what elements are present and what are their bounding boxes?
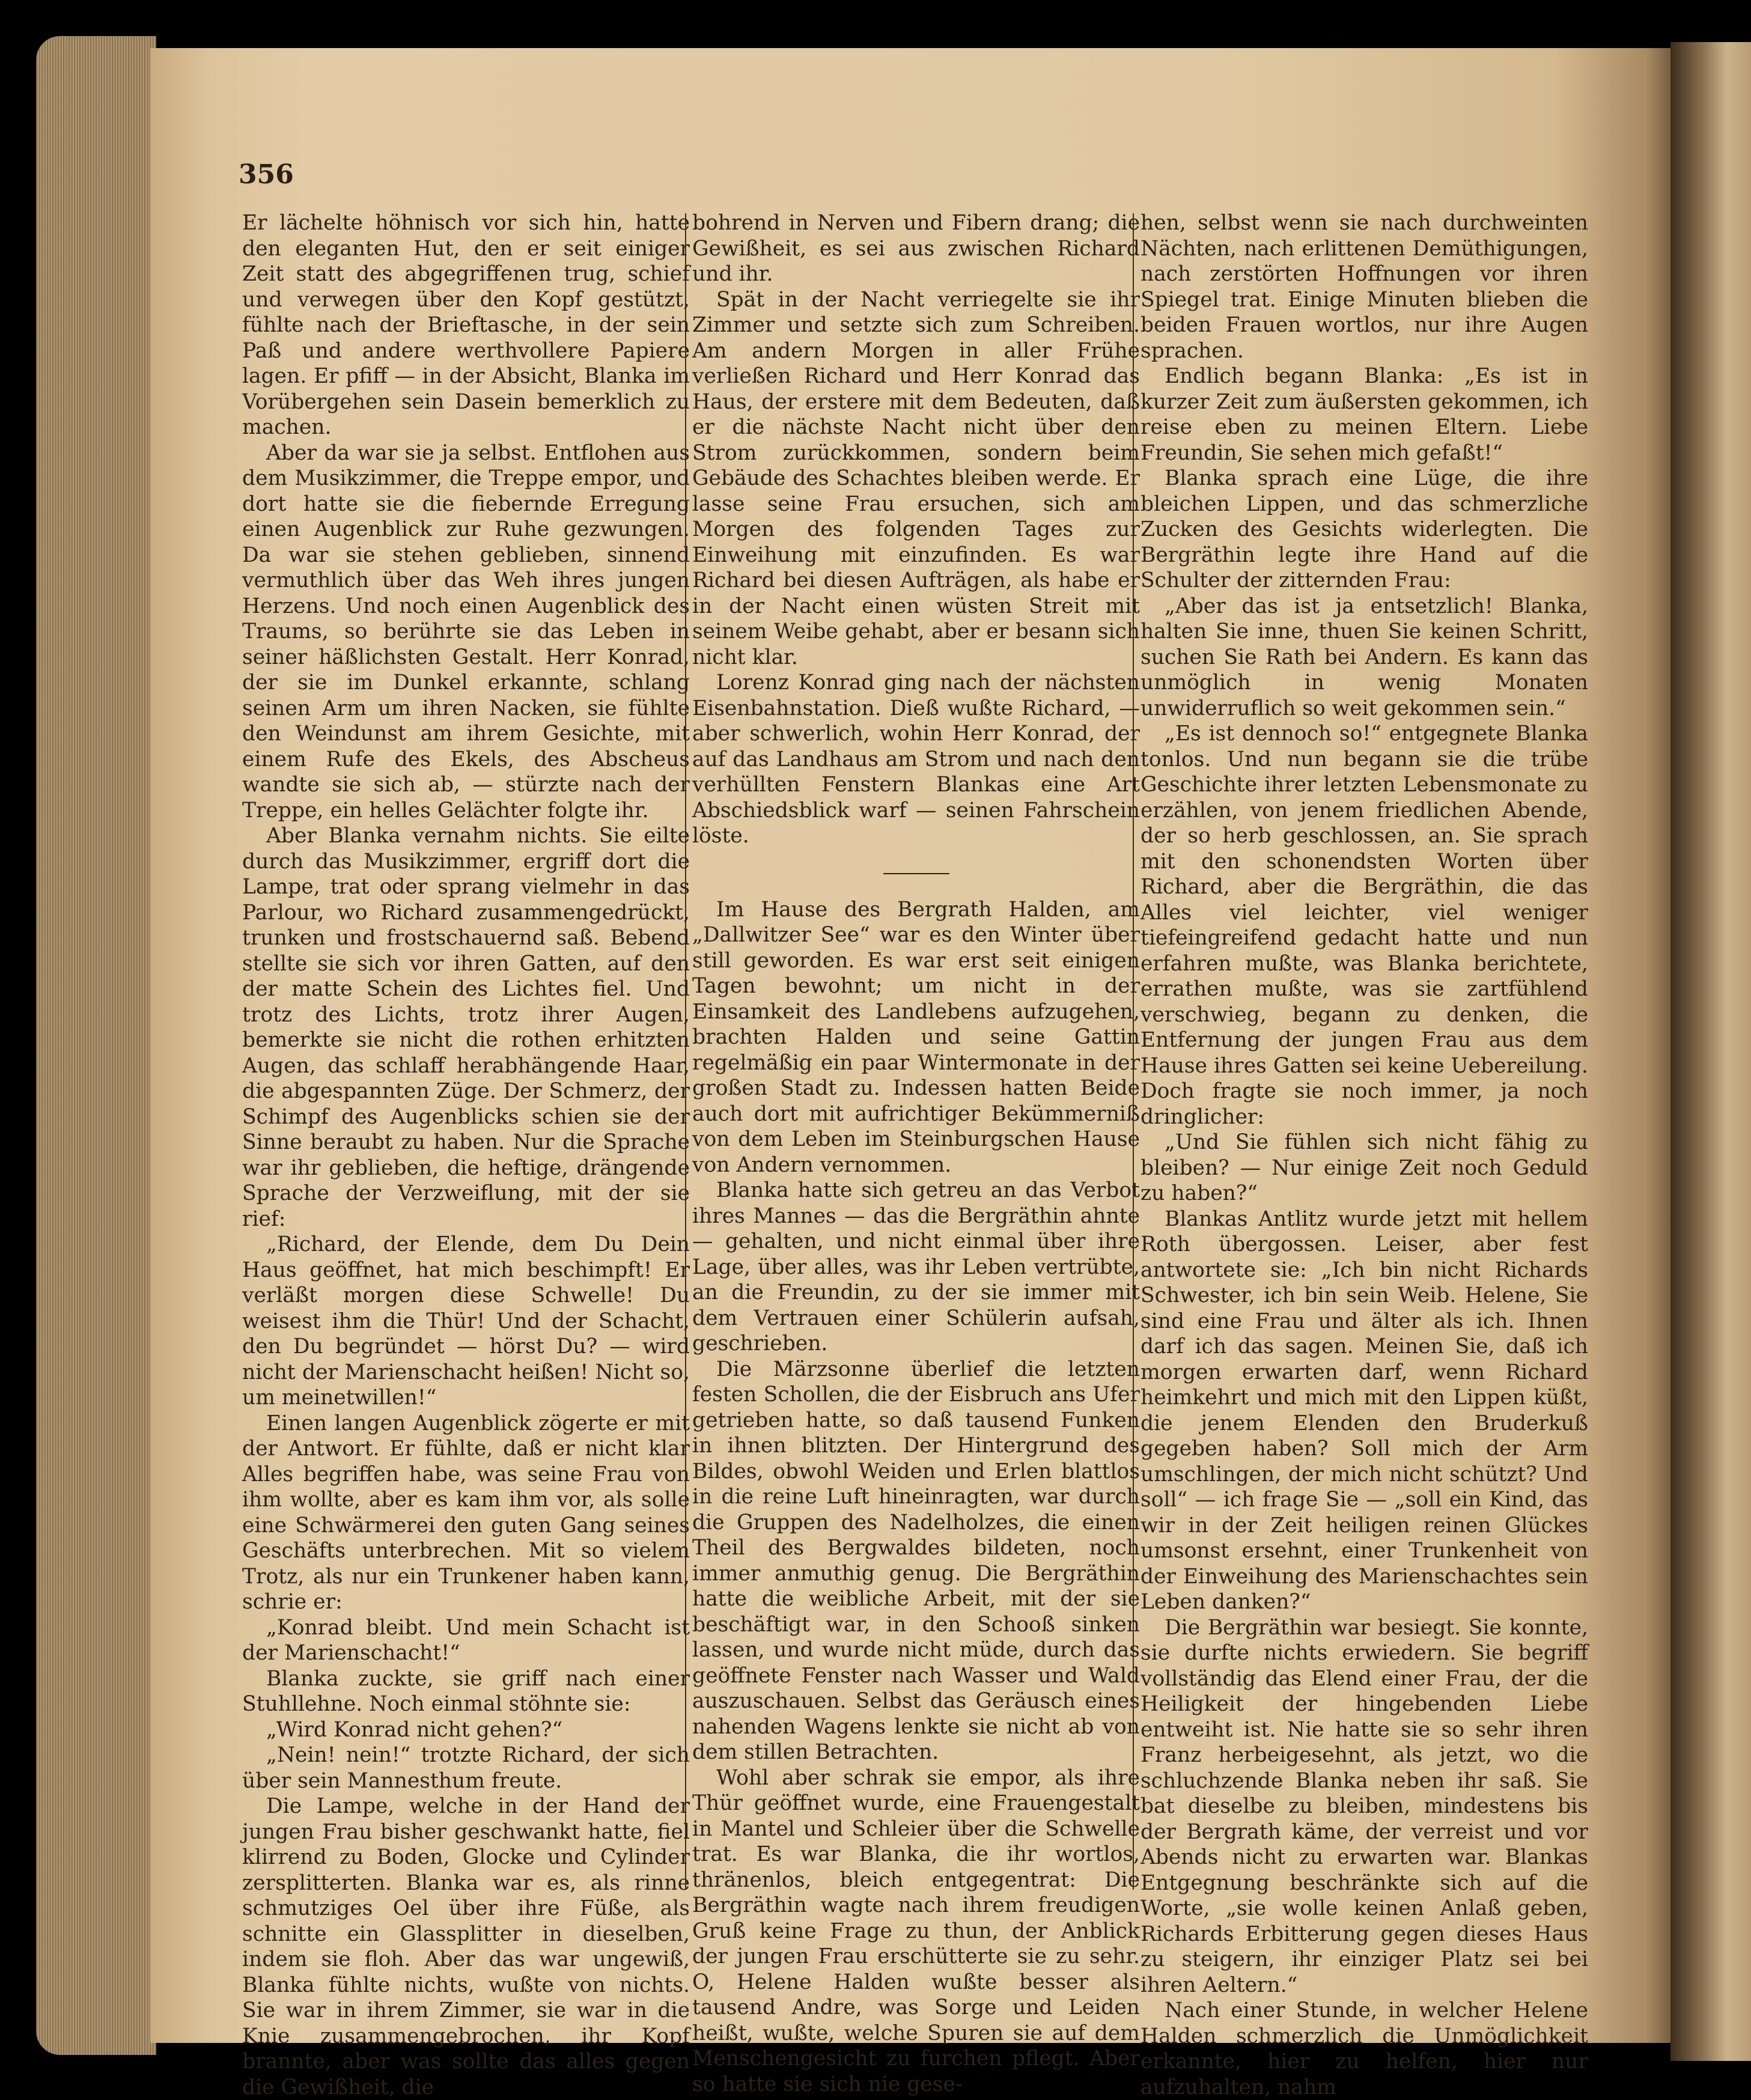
paragraph: bohrend in Nerven und Fibern drang; die Gewißheit, es sei aus zwischen Richard und ihr.	[692, 211, 1140, 286]
paragraph: Die Lampe, welche in der Hand der jungen Frau bisher geschwankt hatte, fiel klirrend zu Boden, Glocke und Cylinder zersplitterten. Blanka war es, als rinne schmutziges Oel über ihre Füße, als schnitte ein Glassplitter in dieselben, indem sie floh. Aber das war ungewiß, Blanka fühlte nichts, wußte von nichts. Sie war in ihrem Zimmer, sie war in die Knie zusammengebrochen, ihr Kopf brannte, aber was sollte das alles gegen die Gewißheit, die	[242, 1794, 690, 2099]
text-column-2	[692, 210, 1140, 2097]
paragraph: Er lächelte höhnisch vor sich hin, hatte den eleganten Hut, den er seit einiger Zeit statt des abgegriffenen trug, schief und verwegen über den Kopf gestützt, fühlte nach der Brieftasche, in der sein Paß und andere werthvollere Papiere lagen. Er pfiff — in der Absicht, Blanka im Vorübergehen sein Dasein bemerklich zu machen.	[242, 211, 690, 439]
paragraph: Nach einer Stunde, in welcher Helene Halden schmerzlich die Unmöglichkeit erkannte, hier zu helfen, hier nur aufzuhalten, nahm	[1140, 1998, 1588, 2099]
paragraph: Lorenz Konrad ging nach der nächsten Eisenbahnstation. Dieß wußte Richard, — aber schwerlich, wohin Herr Konrad, der auf das Landhaus am Strom und nach den verhüllten Fenstern Blankas eine Art Abschiedsblick warf — seinen Fahrschein löste.	[692, 671, 1140, 848]
paragraph: „Richard, der Elende, dem Du Dein Haus geöffnet, hat mich beschimpft! Er verläßt morgen diese Schwelle! Du weisest ihm die Thür! Und der Schacht, den Du begründet — hörst Du? — wird nicht der Marienschacht heißen! Nicht so, um meinetwillen!“	[242, 1232, 690, 1410]
text-column-3	[1140, 210, 1588, 2100]
paragraph: „Es ist dennoch so!“ entgegnete Blanka tonlos. Und nun begann sie die trübe Geschichte ihrer letzten Lebensmonate zu erzählen, von jenem friedlichen Abende, der so herb geschlossen, an. Sie sprach mit den schonendsten Worten über Richard, aber die Bergräthin, die das Alles viel leichter, viel weniger tiefeingreifend gedacht hatte und nun erfahren mußte, was Blanka berichtete, errathen mußte, was sie zartfühlend verschwieg, begann zu denken, die Entfernung der jungen Frau aus dem Hause ihres Gatten sei keine Uebereilung. Doch fragte sie noch immer, ja noch dringlicher:	[1140, 722, 1588, 1129]
paragraph: Wohl aber schrak sie empor, als ihre Thür geöffnet wurde, eine Frauengestalt in Mantel und Schleier über die Schwelle trat. Es war Blanka, die ihr wortlos, thränenlos, bleich entgegentrat: Die Bergräthin wagte nach ihrem freudigen Gruß keine Frage zu thun, der Anblick der jungen Frau erschütterte sie zu sehr. O, Helene Halden wußte besser als tausend Andre, was Sorge und Leiden heißt, wußte, welche Spuren sie auf dem Menschengesicht zu furchen pflegt. Aber so hatte sie sich nie gese-	[692, 1765, 1140, 2096]
paragraph: Blanka sprach eine Lüge, die ihre bleichen Lippen, und das schmerzliche Zucken des Gesichts widerlegten. Die Bergräthin legte ihre Hand auf die Schulter der zitternden Frau:	[1140, 466, 1588, 592]
paragraph: Spät in der Nacht verriegelte sie ihr Zimmer und setzte sich zum Schreiben. Am andern Morgen in aller Frühe verließen Richard und Herr Konrad das Haus, der erstere mit dem Bedeuten, daß er die nächste Nacht nicht über den Strom zurückkommen, sondern beim Gebäude des Schachtes bleiben werde. Er lasse seine Frau ersuchen, sich am Morgen des folgenden Tages zur Einweihung mit einzufinden. Es war Richard bei diesen Aufträgen, als habe er in der Nacht einen wüsten Streit mit seinem Weibe gehabt, aber er besann sich nicht klar.	[692, 287, 1140, 669]
paragraph: Im Hause des Bergrath Halden, am „Dallwitzer See“ war es den Winter über still geworden. Es war erst seit einigen Tagen bewohnt; um nicht in der Einsamkeit des Landlebens aufzugehen, brachten Halden und seine Gattin regelmäßig ein paar Wintermonate in der großen Stadt zu. Indessen hatten Beide auch dort mit aufrichtiger Bekümmerniß von dem Leben im Steinburgschen Hause von Andern vernommen.	[692, 897, 1140, 1177]
paragraph: „Aber das ist ja entsetzlich! Blanka, halten Sie inne, thuen Sie keinen Schritt, suchen Sie Rath bei Andern. Es kann das unmöglich in wenig Monaten unwiderruflich so weit gekommen sein.“	[1140, 594, 1588, 720]
paragraph: Aber Blanka vernahm nichts. Sie eilte durch das Musikzimmer, ergriff dort die Lampe, trat oder sprang vielmehr in das Parlour, wo Richard zusammengedrückt, trunken und frostschauernd saß. Bebend stellte sie sich vor ihren Gatten, auf den der matte Schein des Lichtes fiel. Und trotz des Lichts, trotz ihrer Augen, bemerkte sie nicht die rothen erhitzten Augen, das schlaff herabhängende Haar, die abgespannten Züge. Der Schmerz, der Schimpf des Augenblicks schien sie der Sinne beraubt zu haben. Nur die Sprache war ihr geblieben, die heftige, drängende Sprache der Verzweiflung, mit der sie rief:	[242, 824, 690, 1231]
page-number: 356	[239, 159, 294, 190]
paragraph: „Wird Konrad nicht gehen?“	[266, 1717, 563, 1742]
text-column-1	[242, 210, 690, 2100]
paragraph: Die Bergräthin war besiegt. Sie konnte, sie durfte nichts erwiedern. Sie begriff vollständig das Elend einer Frau, der die Heiligkeit der hingebenden Liebe entweiht ist. Nie hatte sie so sehr ihren Franz herbeigesehnt, als jetzt, wo die schluchzende Blanka neben ihr saß. Sie bat dieselbe zu bleiben, mindestens bis der Bergrath käme, der verreist und vor Abends nicht zu erwarten war. Blankas Entgegnung beschränkte sich auf die Worte, „sie wolle keinen Anlaß geben, Richards Erbitterung gegen dieses Haus zu steigern, ihr einziger Platz sei bei ihren Aeltern.“	[1140, 1615, 1588, 1997]
paragraph: „Und Sie fühlen sich nicht fähig zu bleiben? — Nur einige Zeit noch Geduld zu haben?“	[1140, 1130, 1588, 1205]
paragraph: hen, selbst wenn sie nach durchweinten Nächten, nach erlittenen Demüthigungen, nach zerstörten Hoffnungen vor ihren Spiegel trat. Einige Minuten blieben die beiden Frauen wortlos, nur ihre Augen sprachen.	[1140, 211, 1588, 363]
book-spine	[1670, 42, 1751, 2061]
paragraph: Einen langen Augenblick zögerte er mit der Antwort. Er fühlte, daß er nicht klar Alles begriffen habe, was seine Frau von ihm wollte, aber es kam ihm vor, als solle eine Schwärmerei den guten Gang seines Geschäfts unterbrechen. Mit so vielem Trotz, als nur ein Trunkener haben kann, schrie er:	[242, 1411, 690, 1614]
paragraph: Endlich begann Blanka: „Es ist in kurzer Zeit zum äußersten gekommen, ich reise eben zu meinen Eltern. Liebe Freundin, Sie sehen mich gefaßt!“	[1140, 364, 1588, 465]
paragraph: Blanka hatte sich getreu an das Verbot ihres Mannes — das die Bergräthin ahnte — gehalten, und nicht einmal über ihre Lage, über alles, was ihr Leben vertrübte, an die Freundin, zu der sie immer mit dem Vertrauen einer Schülerin aufsah, geschrieben.	[692, 1178, 1140, 1356]
paragraph: „Nein! nein!“ trotzte Richard, der sich über sein Mannesthum freute.	[242, 1743, 690, 1793]
paragraph: Aber da war sie ja selbst. Entflohen aus dem Musikzimmer, die Treppe empor, und dort hatte sie die fiebernde Erregung einen Augenblick zur Ruhe gezwungen. Da war sie stehen geblieben, sinnend vermuthlich über das Weh ihres jungen Herzens. Und noch einen Augenblick des Traums, so berührte sie das Leben in seiner häßlichsten Gestalt. Herr Konrad, der sie im Dunkel erkannte, schlang seinen Arm um ihren Nacken, sie fühlte den Weindunst am ihrem Gesichte, mit einem Rufe des Ekels, des Abscheus wandte sie sich ab, — stürzte nach der Treppe, ein helles Gelächter folgte ihr.	[242, 440, 690, 823]
section-separator	[883, 873, 949, 874]
paragraph: „Konrad bleibt. Und mein Schacht ist der Marienschacht!“	[242, 1615, 690, 1665]
page-stack-edge	[36, 36, 156, 2055]
paragraph: Blanka zuckte, sie griff nach einer Stuhllehne. Noch einmal stöhnte sie:	[242, 1666, 690, 1716]
paragraph: Die Märzsonne überlief die letzten festen Schollen, die der Eisbruch ans Ufer getrieben hatte, so daß tausend Funken in ihnen blitzten. Der Hintergrund des Bildes, obwohl Weiden und Erlen blattlos in die reine Luft hineinragten, war durch die Gruppen des Nadelholzes, die einen Theil des Bergwaldes bildeten, noch immer anmuthig genug. Die Bergräthin hatte die weibliche Arbeit, mit der sie beschäftigt war, in den Schooß sinken lassen, und wurde nicht müde, durch das geöffnete Fenster nach Wasser und Wald auszuschauen. Selbst das Geräusch eines nahenden Wagens lenkte sie nicht ab von dem stillen Betrachten.	[692, 1357, 1140, 1764]
paragraph: Blankas Antlitz wurde jetzt mit hellem Roth übergossen. Leiser, aber fest antwortete sie: „Ich bin nicht Richards Schwester, ich bin sein Weib. Helene, Sie sind eine Frau und älter als ich. Ihnen darf ich das sagen. Meinen Sie, daß ich morgen erwarten darf, wenn Richard heimkehrt und mich mit den Lippen küßt, die jenem Elenden den Bruderkuß gegeben haben? Soll mich der Arm umschlingen, der mich nicht schützt? Und soll“ — ich frage Sie — „soll ein Kind, das wir in der Zeit heiligen reinen Glückes umsonst ersehnt, einer Trunkenheit von der Einweihung des Marienschachtes sein Leben danken?“	[1140, 1207, 1588, 1614]
